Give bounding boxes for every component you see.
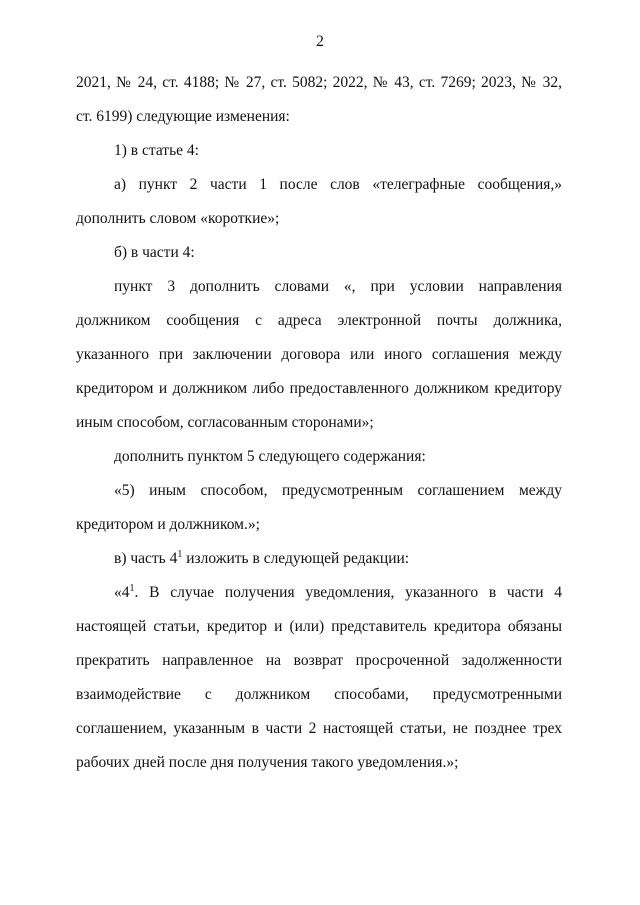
paragraph-item-a: а) пункт 2 части 1 после слов «телеграфные сообщения,» дополнить словом «короткие»; bbox=[76, 176, 562, 227]
paragraph-point-5-text: «5) иным способом, предусмотренным соглашением между кредитором и должником.»; bbox=[76, 482, 562, 533]
document-body bbox=[76, 66, 562, 780]
part-4-1-text-end: . В случае получения уведомления, указанного в части 4 настоящей статьи, кредитор и (или) представитель кредитора обязаны прекратить направленное на возврат просроченной задолженности взаимодействие с должником способами, предусмотренными соглашением, указанным в части 2 настоящей статьи, не позднее трех рабочих дней после дня получения такого уведомления.»; bbox=[76, 584, 562, 771]
part-4-1-superscript: 1 bbox=[129, 583, 135, 594]
paragraph-item-v bbox=[76, 542, 562, 576]
item-v-superscript: 1 bbox=[177, 549, 183, 560]
item-v-text-end: изложить в следующей редакции: bbox=[182, 550, 410, 567]
paragraph-citation-line-1: 2021, № 24, ст. 4188; № 27, ст. 5082; 2022, № 43, ст. 7269; 2023, № 32, bbox=[76, 74, 562, 91]
paragraph-part-4-1-text bbox=[76, 576, 562, 780]
paragraph-point-3-amendment: пункт 3 дополнить словами «, при условии направления должником сообщения с адреса электронной почты должника, указанного при заключении договора или иного соглашения между кредитором и должником либо предоставленного должником кредитору иным способом, согласованным сторонами»; bbox=[76, 278, 562, 431]
page-number: 2 bbox=[316, 33, 324, 50]
part-4-1-text-start: «4 bbox=[114, 584, 130, 601]
paragraph-item-1: 1) в статье 4: bbox=[114, 142, 199, 159]
item-v-text-start: в) часть 4 bbox=[114, 550, 178, 567]
paragraph-add-point-5: дополнить пунктом 5 следующего содержания: bbox=[114, 448, 426, 465]
paragraph-item-b: б) в части 4: bbox=[114, 244, 195, 261]
paragraph-citation-line-2: ст. 6199) следующие изменения: bbox=[76, 108, 290, 125]
